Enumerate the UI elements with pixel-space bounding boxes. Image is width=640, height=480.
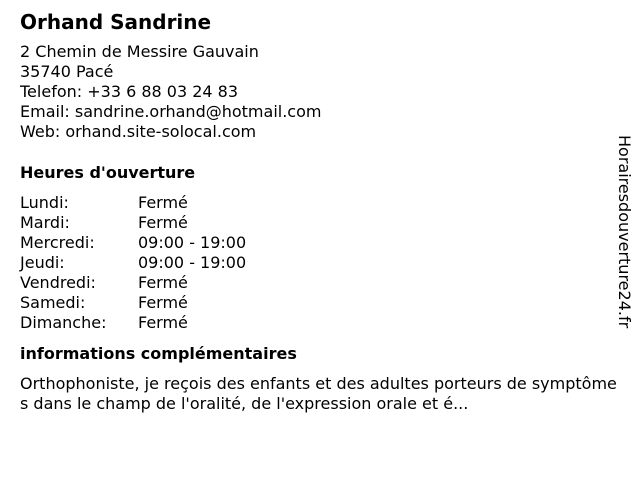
hours-row-monday (20, 193, 615, 213)
business-card (20, 8, 615, 414)
hours-title: Heures d'ouverture (20, 163, 196, 182)
day-label: Jeudi: (20, 253, 65, 272)
hours-value: 09:00 - 19:00 (138, 233, 247, 252)
info-title: informations complémentaires (20, 344, 297, 363)
day-label: Mercredi: (20, 233, 95, 252)
address-line-2: 35740 Pacé (20, 62, 114, 81)
hours-value: Fermé (138, 293, 188, 312)
hours-row-sunday (20, 313, 615, 333)
business-name: Orhand Sandrine (20, 10, 212, 34)
hours-row-thursday (20, 253, 615, 273)
hours-row-wednesday (20, 233, 615, 253)
phone-text: Telefon: +33 6 88 03 24 83 (20, 82, 239, 101)
day-label: Lundi: (20, 193, 69, 212)
site-watermark: Horairesdouverture24.fr (615, 135, 634, 329)
hours-row-friday (20, 273, 615, 293)
hours-value: 09:00 - 19:00 (138, 253, 247, 272)
hours-row-saturday (20, 293, 615, 313)
address-line-1: 2 Chemin de Messire Gauvain (20, 42, 259, 61)
hours-value: Fermé (138, 273, 188, 292)
hours-row-tuesday (20, 213, 615, 233)
day-label: Dimanche: (20, 313, 107, 332)
hours-table (20, 193, 615, 333)
hours-value: Fermé (138, 313, 188, 332)
email-text: Email: sandrine.orhand@hotmail.com (20, 102, 322, 121)
web-text: Web: orhand.site-solocal.com (20, 122, 257, 141)
hours-value: Fermé (138, 213, 188, 232)
day-label: Samedi: (20, 293, 86, 312)
info-description: Orthophoniste, je reçois des enfants et des adultes porteurs de symptômes dans le champ de l'oralité, de l'expression orale et é... (20, 374, 617, 413)
day-label: Mardi: (20, 213, 70, 232)
day-label: Vendredi: (20, 273, 96, 292)
hours-value: Fermé (138, 193, 188, 212)
